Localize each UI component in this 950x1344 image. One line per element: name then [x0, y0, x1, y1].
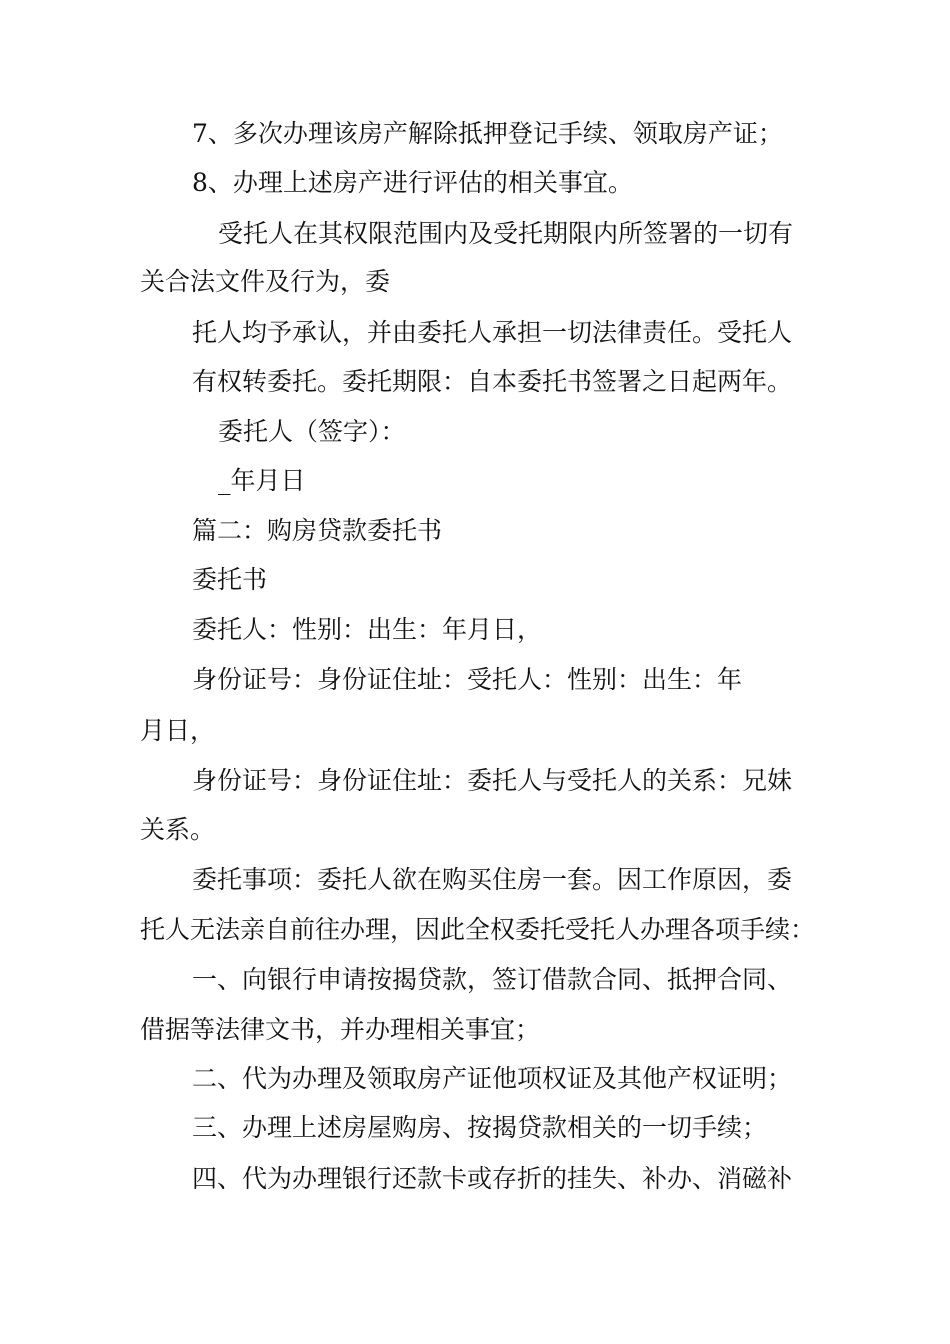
text-line-item-two: 二、代为办理及领取房产证他项权证及其他产权证明；: [192, 1064, 793, 1093]
document-title: 委托书: [192, 565, 268, 594]
text-line-item-one: 一、向银行申请按揭贷款，签订借款合同、抵押合同、: [192, 965, 793, 994]
date-line: _年月日: [218, 466, 306, 495]
text-line-trustee-scope-2: 关合法文件及行为，委: [140, 267, 391, 296]
text-line-id-info-2: 月日，: [140, 716, 216, 745]
text-line-item-one-2: 借据等法律文书，并办理相关事宜；: [140, 1015, 541, 1044]
text-line-relationship-2: 关系。: [140, 815, 216, 844]
text-line-id-info: 身份证号：身份证住址：受托人：性别：出生：年: [192, 665, 743, 694]
text-line-item-8: 8、办理上述房产进行评估的相关事宜。: [192, 168, 633, 197]
signature-label: 委托人（签字）：: [218, 417, 406, 446]
text-line-matters-2: 托人无法亲自前往办理，因此全权委托受托人办理各项手续：: [140, 915, 816, 944]
text-line-item-three: 三、办理上述房屋购房、按揭贷款相关的一切手续；: [192, 1113, 768, 1142]
text-line-matters: 委托事项：委托人欲在购买住房一套。因工作原因，委: [192, 865, 793, 894]
text-line-item-7: 7、多次办理该房产解除抵押登记手续、领取房产证；: [192, 119, 783, 148]
text-line-term: 有权转委托。委托期限：自本委托书签署之日起两年。: [192, 367, 793, 396]
section-heading-part-two: 篇二：购房贷款委托书: [192, 516, 443, 545]
text-line-trustee-scope: 受托人在其权限范围内及受托期限内所签署的一切有: [218, 219, 794, 248]
text-line-liability: 托人均予承认，并由委托人承担一切法律责任。受托人: [192, 318, 793, 347]
text-line-item-four: 四、代为办理银行还款卡或存折的挂失、补办、消磁补: [192, 1164, 793, 1193]
text-line-principal-info: 委托人：性别：出生：年月日，: [192, 615, 543, 644]
text-line-relationship: 身份证号：身份证住址：委托人与受托人的关系：兄妹: [192, 766, 793, 795]
